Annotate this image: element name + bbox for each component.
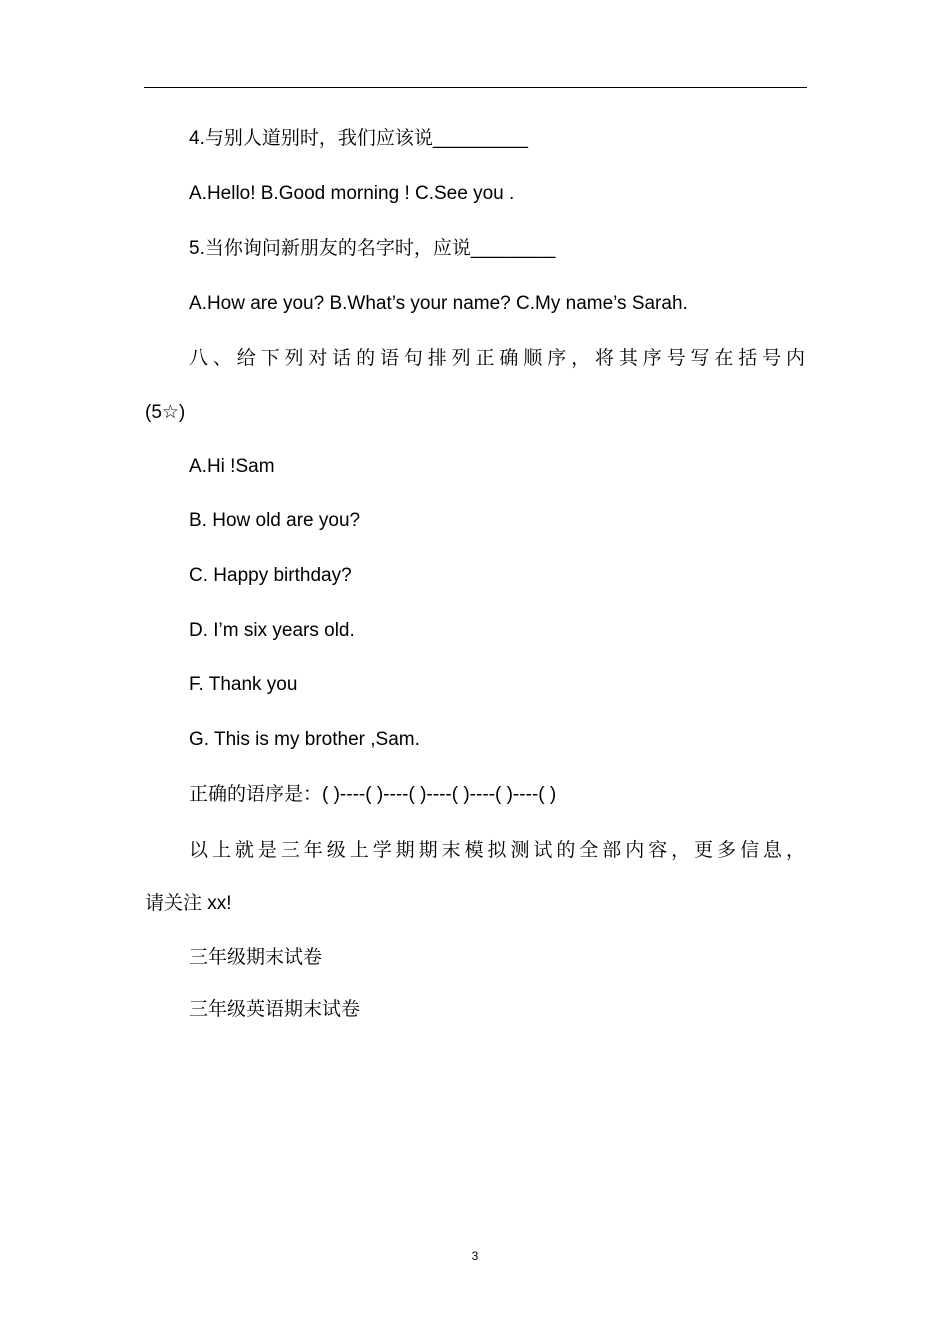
section-8-score: (5☆) [145,402,186,423]
dialogue-sentence-f: F. Thank you [189,674,298,695]
related-link-2: 三年级英语期末试卷 [189,999,361,1020]
closing-paragraph-line-2: 请关注 xx! [145,893,232,914]
section-8-heading: 八、给下列对话的语句排列正确顺序，将其序号写在括号内 [189,348,805,369]
closing-paragraph-line-1: 以上就是三年级上学期期末模拟测试的全部内容，更多信息， [189,840,805,861]
dialogue-sentence-a: A.Hi !Sam [189,456,275,477]
dialogue-sentence-d: D. I’m six years old. [189,620,355,641]
question-4-options: A.Hello! B.Good morning ! C.See you . [189,183,515,204]
question-5: 5.当你询问新朋友的名字时，应说________ [189,238,556,259]
dialogue-sentence-b: B. How old are you? [189,510,361,531]
dialogue-sentence-c: C. Happy birthday? [189,565,352,586]
dialogue-sentence-g: G. This is my brother ,Sam. [189,729,420,750]
answer-order-line: 正确的语序是：( )----( )----( )----( )----( )----( ) [189,784,557,805]
related-link-1: 三年级期末试卷 [189,947,323,968]
question-5-options: A.How are you? B.What’s your name? C.My name’s Sarah. [189,293,688,314]
page-number: 3 [471,1249,479,1263]
question-4: 4.与别人道别时，我们应该说_________ [189,128,528,149]
header-rule [144,87,807,88]
